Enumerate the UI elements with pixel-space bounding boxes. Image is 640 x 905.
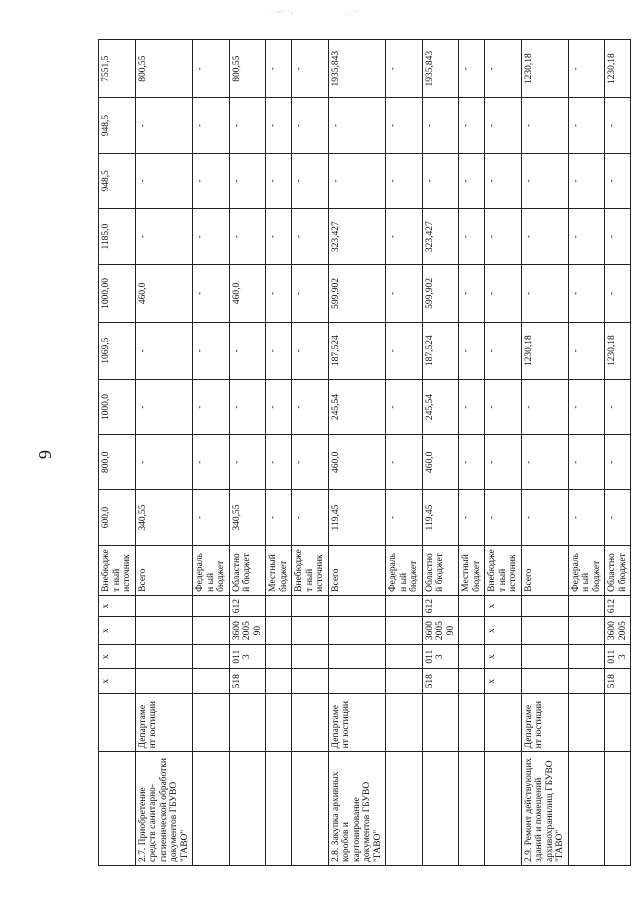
table-cell: - bbox=[135, 322, 193, 379]
table-cell: х bbox=[485, 617, 522, 645]
table-cell: - bbox=[459, 153, 485, 208]
table-cell bbox=[292, 644, 329, 669]
table-cell: - bbox=[292, 208, 329, 264]
table-cell: - bbox=[605, 379, 631, 434]
table-cell: - bbox=[568, 490, 605, 545]
table-cell bbox=[99, 694, 136, 752]
table-cell: - bbox=[386, 40, 423, 98]
table-cell: - bbox=[229, 98, 266, 153]
table-row bbox=[568, 40, 605, 866]
table-cell bbox=[328, 644, 386, 669]
table-cell: - bbox=[193, 208, 230, 264]
table-cell bbox=[99, 752, 136, 866]
table-cell: - bbox=[266, 265, 292, 322]
table-cell: 1935,843 bbox=[422, 40, 459, 98]
table-cell: Областной бюджет bbox=[422, 545, 459, 595]
table-cell: - bbox=[266, 322, 292, 379]
table-cell: х bbox=[485, 644, 522, 669]
table-cell: 612 bbox=[605, 595, 631, 616]
table-cell: - bbox=[193, 40, 230, 98]
table-cell: Всего bbox=[521, 545, 568, 595]
table-cell bbox=[266, 669, 292, 694]
table-cell bbox=[328, 669, 386, 694]
table-cell bbox=[459, 694, 485, 752]
table-cell bbox=[135, 669, 193, 694]
table-cell bbox=[521, 595, 568, 616]
table-cell bbox=[386, 644, 423, 669]
table-cell: 119,45 bbox=[328, 490, 386, 545]
table-cell: - bbox=[266, 40, 292, 98]
table-cell: - bbox=[521, 490, 568, 545]
table-cell: - bbox=[386, 435, 423, 490]
table-cell: х bbox=[485, 669, 522, 694]
table-cell: 1000,0 bbox=[99, 379, 136, 434]
table-cell: - bbox=[605, 490, 631, 545]
scan-mark: ˊ˙ʹʺ˝ʾʿ˞ bbox=[268, 10, 295, 18]
table-cell: 323,427 bbox=[328, 208, 386, 264]
table-cell: - bbox=[485, 265, 522, 322]
table-cell: 800,55 bbox=[135, 40, 193, 98]
table-cell bbox=[521, 617, 568, 645]
table-cell bbox=[568, 595, 605, 616]
table-cell: - bbox=[386, 208, 423, 264]
table-cell: 1230,18 bbox=[605, 322, 631, 379]
table-cell: Местный бюджет bbox=[266, 545, 292, 595]
table-cell: - bbox=[386, 153, 423, 208]
table-cell bbox=[605, 752, 631, 866]
table-cell: - bbox=[386, 490, 423, 545]
table-cell bbox=[386, 694, 423, 752]
table-cell bbox=[193, 694, 230, 752]
table-cell: - bbox=[485, 379, 522, 434]
table-cell bbox=[521, 644, 568, 669]
table-cell: 600,0 bbox=[99, 490, 136, 545]
table-cell bbox=[328, 595, 386, 616]
table-cell: - bbox=[605, 208, 631, 264]
table-cell: х bbox=[485, 595, 522, 616]
table-cell: Департаме нт юстиции bbox=[135, 694, 193, 752]
table-cell: 948,5 bbox=[99, 98, 136, 153]
table-cell: - bbox=[459, 322, 485, 379]
table-cell: - bbox=[459, 490, 485, 545]
table-cell: - bbox=[193, 490, 230, 545]
table-cell: 0113 bbox=[605, 644, 631, 669]
table-cell: - bbox=[521, 208, 568, 264]
table-cell: 800,55 bbox=[229, 40, 266, 98]
table-cell: х bbox=[99, 644, 136, 669]
table-cell: - bbox=[459, 435, 485, 490]
table-cell bbox=[193, 669, 230, 694]
table-cell: - bbox=[135, 208, 193, 264]
table-cell: - bbox=[292, 40, 329, 98]
table-cell: - bbox=[292, 379, 329, 434]
table-cell bbox=[266, 694, 292, 752]
table-cell: 1000,00 bbox=[99, 265, 136, 322]
table-cell: - bbox=[459, 265, 485, 322]
table-cell: - bbox=[193, 322, 230, 379]
table-cell: 1230,18 bbox=[605, 40, 631, 98]
table-cell: 340,55 bbox=[229, 490, 266, 545]
table-cell: - bbox=[266, 98, 292, 153]
table-cell bbox=[292, 752, 329, 866]
table-cell: - bbox=[229, 379, 266, 434]
table-cell bbox=[266, 644, 292, 669]
table-row bbox=[521, 40, 568, 866]
table-cell: Областной бюджет bbox=[605, 545, 631, 595]
table-cell: - bbox=[193, 265, 230, 322]
table-row bbox=[485, 40, 522, 866]
table-cell: - bbox=[485, 98, 522, 153]
table-cell: 2.7. Приобретение средств санитарно-гигиенической обработки документов ГБУВО "ГАВО" bbox=[135, 752, 193, 866]
table-cell: - bbox=[292, 435, 329, 490]
table-cell: Внебюджет ный источник bbox=[485, 545, 522, 595]
table-cell bbox=[292, 617, 329, 645]
table-cell: - bbox=[229, 322, 266, 379]
table-cell: Департаме нт юстиции bbox=[328, 694, 386, 752]
table-cell: 518 bbox=[605, 669, 631, 694]
table-cell: - bbox=[386, 98, 423, 153]
table-cell: 460,0 bbox=[422, 435, 459, 490]
table-cell: - bbox=[521, 435, 568, 490]
table-cell: - bbox=[135, 435, 193, 490]
table-cell bbox=[386, 669, 423, 694]
table-cell: Всего bbox=[328, 545, 386, 595]
table-cell: - bbox=[422, 98, 459, 153]
table-cell bbox=[568, 644, 605, 669]
table-cell bbox=[568, 752, 605, 866]
table-cell: - bbox=[193, 98, 230, 153]
table-cell: - bbox=[521, 153, 568, 208]
table-cell: - bbox=[266, 379, 292, 434]
table-cell: 599,902 bbox=[422, 265, 459, 322]
table-row bbox=[386, 40, 423, 866]
table-cell: - bbox=[386, 379, 423, 434]
table-cell bbox=[266, 617, 292, 645]
table-cell bbox=[229, 752, 266, 866]
table-cell bbox=[521, 669, 568, 694]
table-cell bbox=[568, 694, 605, 752]
table-cell bbox=[135, 595, 193, 616]
table-cell: - bbox=[605, 153, 631, 208]
table-cell: 1935,843 bbox=[328, 40, 386, 98]
table-cell: - bbox=[568, 265, 605, 322]
table-row bbox=[459, 40, 485, 866]
table-cell: 245,54 bbox=[422, 379, 459, 434]
table-cell: Всего bbox=[135, 545, 193, 595]
scan-mark: ˑ˖˗ ˘˙ bbox=[343, 10, 363, 18]
table-cell bbox=[193, 644, 230, 669]
table-cell: - bbox=[229, 435, 266, 490]
table-cell: - bbox=[568, 153, 605, 208]
table-cell: х bbox=[99, 669, 136, 694]
table-cell: 340,55 bbox=[135, 490, 193, 545]
table-cell bbox=[459, 617, 485, 645]
table-cell: 7551,5 bbox=[99, 40, 136, 98]
table-cell: - bbox=[568, 322, 605, 379]
table-cell: - bbox=[292, 98, 329, 153]
table-cell bbox=[229, 694, 266, 752]
table-cell: 518 bbox=[422, 669, 459, 694]
table-cell: Внебюджет ный источник bbox=[292, 545, 329, 595]
table-cell bbox=[485, 694, 522, 752]
table-cell: - bbox=[135, 98, 193, 153]
table-cell: - bbox=[193, 379, 230, 434]
table-cell: - bbox=[485, 153, 522, 208]
page-number: 6 bbox=[35, 450, 55, 459]
table-cell bbox=[266, 595, 292, 616]
table-cell: Внебюджет ный источник bbox=[99, 545, 136, 595]
table-row bbox=[292, 40, 329, 866]
table-cell: - bbox=[521, 379, 568, 434]
table-cell bbox=[605, 694, 631, 752]
table-cell: 599,902 bbox=[328, 265, 386, 322]
table-cell: - bbox=[568, 379, 605, 434]
table-cell: 187,524 bbox=[422, 322, 459, 379]
table-cell: - bbox=[605, 98, 631, 153]
table-cell: Федеральн ый бюджет bbox=[568, 545, 605, 595]
table-cell: х bbox=[99, 595, 136, 616]
table-row bbox=[193, 40, 230, 866]
table-cell bbox=[328, 617, 386, 645]
table-cell: 323,427 bbox=[422, 208, 459, 264]
budget-table bbox=[98, 39, 631, 866]
table-cell: - bbox=[193, 153, 230, 208]
table-cell: 800,0 bbox=[99, 435, 136, 490]
table-cell bbox=[459, 752, 485, 866]
table-cell: - bbox=[605, 435, 631, 490]
table-cell: 1230,18 bbox=[521, 322, 568, 379]
table-cell: Областной бюджет bbox=[229, 545, 266, 595]
table-row bbox=[229, 40, 266, 866]
table-cell: 518 bbox=[229, 669, 266, 694]
table-cell: 2.9. Ремонт действующих зданий и помещений архивохранилищ ГБУВО "ГАВО" bbox=[521, 752, 568, 866]
table-cell: - bbox=[135, 153, 193, 208]
table-cell: - bbox=[292, 153, 329, 208]
table-cell bbox=[292, 694, 329, 752]
table-cell: 1185,0 bbox=[99, 208, 136, 264]
table-cell: - bbox=[568, 208, 605, 264]
table-cell bbox=[422, 694, 459, 752]
table-cell: - bbox=[485, 435, 522, 490]
table-cell: - bbox=[485, 490, 522, 545]
table-row bbox=[99, 40, 136, 866]
table-cell bbox=[135, 617, 193, 645]
table-cell: - bbox=[422, 153, 459, 208]
table-cell: - bbox=[292, 322, 329, 379]
table-cell: - bbox=[328, 98, 386, 153]
table-cell bbox=[568, 617, 605, 645]
table-cell bbox=[459, 595, 485, 616]
table-cell: 612 bbox=[422, 595, 459, 616]
table-row bbox=[266, 40, 292, 866]
table-cell bbox=[292, 669, 329, 694]
table-cell: - bbox=[266, 153, 292, 208]
table-cell: 948,5 bbox=[99, 153, 136, 208]
table-cell: - bbox=[568, 40, 605, 98]
table-row bbox=[328, 40, 386, 866]
table-cell bbox=[193, 617, 230, 645]
table-cell: 3600 2005 bbox=[605, 617, 631, 645]
table-cell: Департаме нт юстиции bbox=[521, 694, 568, 752]
table-cell: - bbox=[229, 153, 266, 208]
table-cell: 3600 2005 90 bbox=[229, 617, 266, 645]
budget-table-rotated bbox=[98, 39, 628, 866]
table-cell: 612 bbox=[229, 595, 266, 616]
table-cell: - bbox=[328, 153, 386, 208]
table-cell bbox=[135, 644, 193, 669]
table-row bbox=[135, 40, 193, 866]
table-cell: 2.8. Закупка архивных коробов и картонирование документов ГБУВО "ГАВО" bbox=[328, 752, 386, 866]
table-cell bbox=[386, 617, 423, 645]
table-cell bbox=[568, 669, 605, 694]
table-cell: - bbox=[605, 265, 631, 322]
table-cell: - bbox=[266, 208, 292, 264]
table-cell: 3600 2005 90 bbox=[422, 617, 459, 645]
table-cell: Федеральн ый бюджет bbox=[386, 545, 423, 595]
table-cell: - bbox=[386, 265, 423, 322]
table-cell bbox=[292, 595, 329, 616]
table-cell bbox=[386, 595, 423, 616]
table-cell: - bbox=[485, 322, 522, 379]
table-cell: 460,0 bbox=[229, 265, 266, 322]
table-cell bbox=[193, 752, 230, 866]
table-cell: - bbox=[386, 322, 423, 379]
table-cell: - bbox=[266, 490, 292, 545]
table-row bbox=[605, 40, 631, 866]
table-row bbox=[422, 40, 459, 866]
table-cell: 0113 bbox=[229, 644, 266, 669]
table-cell: - bbox=[459, 98, 485, 153]
table-cell bbox=[422, 752, 459, 866]
table-cell: - bbox=[568, 98, 605, 153]
table-cell: - bbox=[521, 265, 568, 322]
table-cell: - bbox=[193, 435, 230, 490]
table-cell bbox=[485, 752, 522, 866]
table-cell: - bbox=[521, 98, 568, 153]
table-cell: - bbox=[229, 208, 266, 264]
table-cell: - bbox=[292, 490, 329, 545]
table-cell bbox=[193, 595, 230, 616]
table-cell: - bbox=[292, 265, 329, 322]
table-cell: - bbox=[459, 208, 485, 264]
table-cell: - bbox=[135, 379, 193, 434]
table-cell: Местный бюджет bbox=[459, 545, 485, 595]
table-cell bbox=[459, 669, 485, 694]
table-cell: х bbox=[99, 617, 136, 645]
table-cell: - bbox=[485, 208, 522, 264]
table-cell: 460,0 bbox=[135, 265, 193, 322]
table-cell: 187,524 bbox=[328, 322, 386, 379]
table-cell: 1230,18 bbox=[521, 40, 568, 98]
table-cell: 1069,5 bbox=[99, 322, 136, 379]
table-cell: - bbox=[485, 40, 522, 98]
table-cell: - bbox=[266, 435, 292, 490]
table-cell: 119,45 bbox=[422, 490, 459, 545]
table-cell bbox=[386, 752, 423, 866]
table-cell: 245,54 bbox=[328, 379, 386, 434]
table-cell bbox=[459, 644, 485, 669]
table-cell: - bbox=[459, 40, 485, 98]
table-cell bbox=[266, 752, 292, 866]
table-cell: Федеральн ый бюджет bbox=[193, 545, 230, 595]
table-cell: - bbox=[568, 435, 605, 490]
table-cell: - bbox=[459, 379, 485, 434]
table-cell: 0113 bbox=[422, 644, 459, 669]
table-cell: 460,0 bbox=[328, 435, 386, 490]
